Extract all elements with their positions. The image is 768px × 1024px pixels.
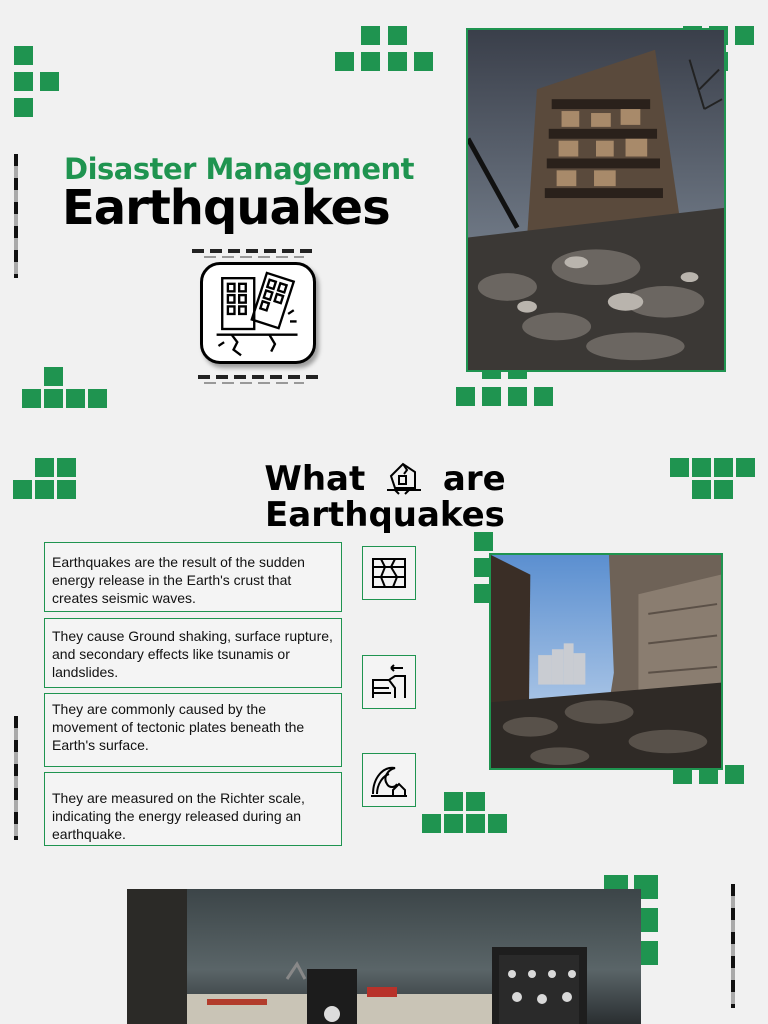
fact-text-1: Earthquakes are the result of the sudden energy release in the Earth's crust that creates seismic waves. — [52, 554, 305, 606]
section-title-what: What — [264, 459, 366, 499]
decor-dash-below-icon — [198, 375, 320, 379]
section-title-earthquakes: Earthquakes — [265, 495, 505, 535]
fact-box-2 — [44, 618, 342, 688]
fact-box-1 — [44, 542, 342, 612]
tsunami-wave-icon — [362, 753, 416, 807]
section-title-are: are — [442, 459, 506, 499]
page-title: Earthquakes — [62, 180, 390, 236]
decor-dash-above-icon — [192, 249, 314, 253]
decor-vertical-dash-mid — [14, 716, 18, 840]
fact-text-3: They are commonly caused by the movement of tectonic plates beneath the Earth's surface. — [52, 701, 305, 753]
page-subtitle: Disaster Management — [64, 152, 414, 186]
decor-dash-above-icon-2 — [204, 256, 304, 258]
fact-box-3 — [44, 693, 342, 767]
collapsed-building-photo — [466, 28, 726, 372]
fault-shift-icon — [362, 655, 416, 709]
decor-vertical-dash-bottom — [731, 884, 735, 1008]
decor-dash-below-icon-2 — [204, 382, 304, 384]
damaged-street-photo — [489, 553, 723, 770]
section-title — [200, 458, 570, 533]
fact-box-4 — [44, 772, 342, 846]
collapsing-house-icon — [385, 458, 423, 496]
seismograph-photo — [127, 889, 641, 1024]
decor-vertical-dash-top — [14, 154, 18, 278]
fact-text-4: They are measured on the Richter scale, indicating the energy released during an earthquake. — [52, 790, 305, 842]
ground-crack-icon — [362, 546, 416, 600]
fact-text-2: They cause Ground shaking, surface rupture, and secondary effects like tsunamis or landslides. — [52, 628, 333, 680]
earthquake-building-icon — [200, 262, 316, 364]
